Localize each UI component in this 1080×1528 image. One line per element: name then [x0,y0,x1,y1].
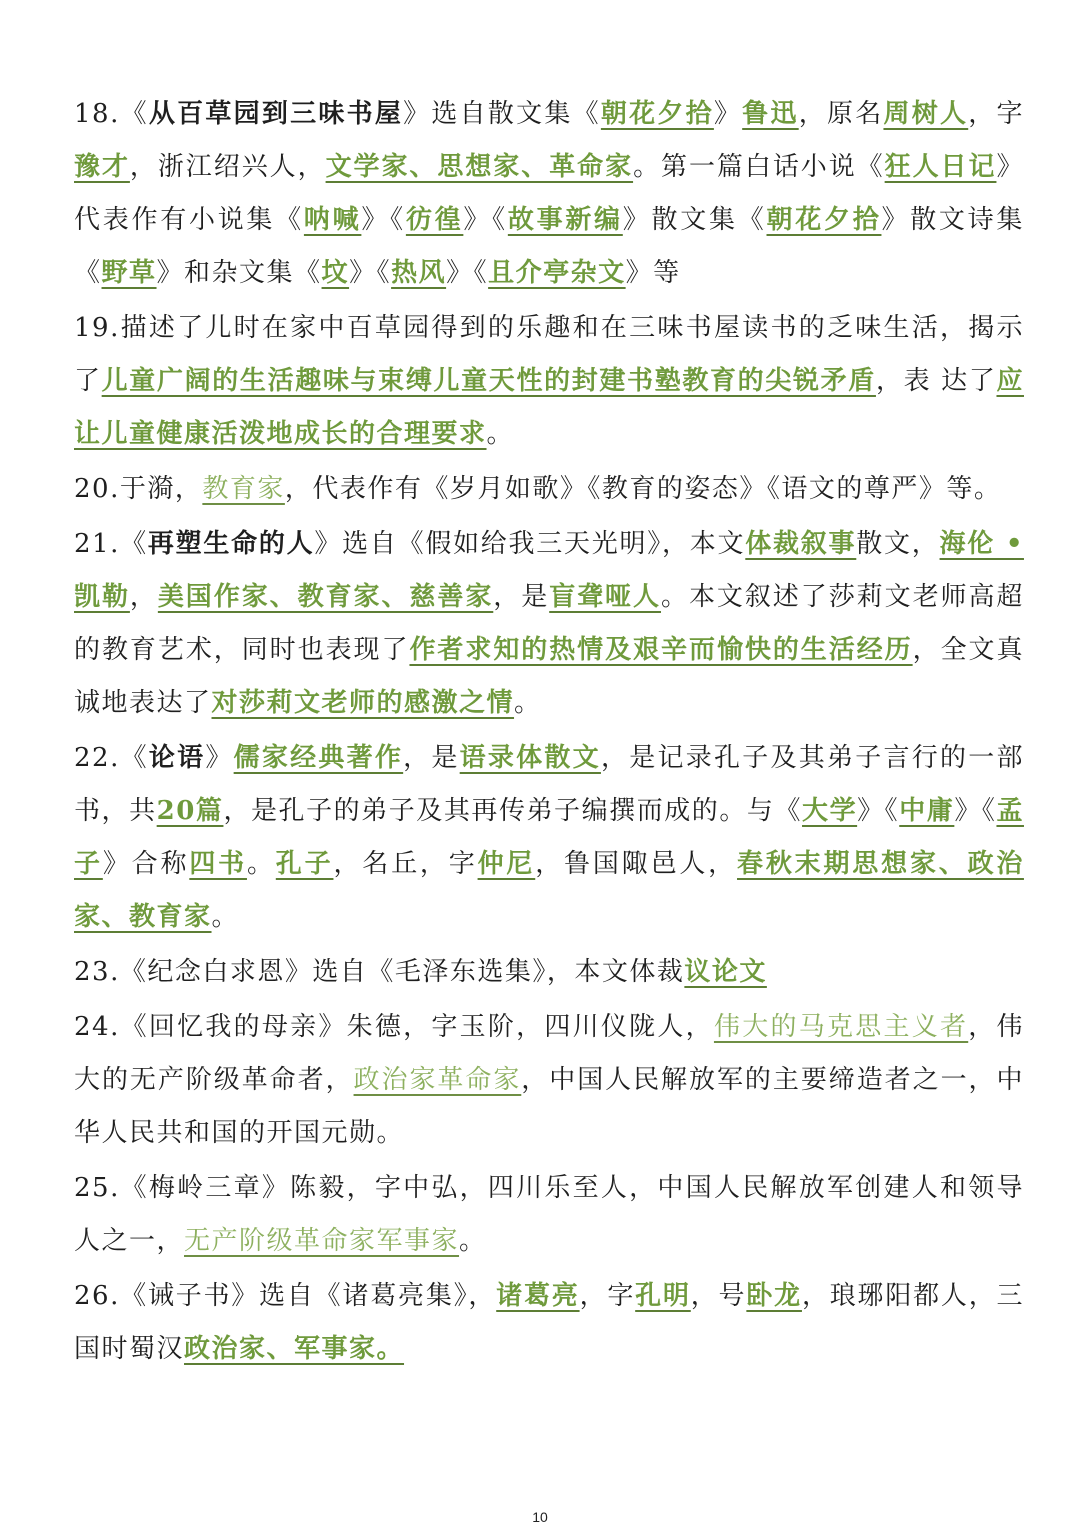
text-run: 》《 [446,258,489,288]
answer-text: 故事新编 [507,205,623,235]
answer-text: 热风 [391,258,447,288]
text-run: 》《 [361,205,406,235]
text-run: 》《 [463,205,508,235]
text-run: ，伟大的无产阶级革命者， [74,1012,1024,1095]
answer-text: 彷徨 [405,205,464,235]
answer-text: 中庸 [899,796,955,826]
answer-text: 鲁迅 [742,99,799,129]
answer-text: 春秋末期思想家、政治家、教育家 [74,849,1024,932]
text-run: 》 [713,99,743,129]
answer-text: 呐喊 [303,205,362,235]
notes-page [74,88,1024,1378]
answer-text: 体裁叙事 [745,529,857,559]
text-run: 。 [514,688,542,718]
text-run: ，中国人民解放军的主要缔造者之一，中华人民共和国的开国元勋。 [74,1065,1024,1148]
answer-text: 无产阶级革命家军事家 [184,1226,460,1256]
answer-text: 孟子 [74,796,1024,879]
text-run: 散文， [856,529,940,559]
answer-text: 仲尼 [477,849,536,879]
answer-text: 政治家、军事家。 [184,1334,405,1364]
text-run: 》合称 [102,849,190,879]
answer-text: 儒家经典著作 [233,743,404,773]
note-item [74,946,1024,999]
text-run: ，鲁国陬邑人， [535,849,738,879]
text-run: 。本文叙述了莎莉文老师高超的教育艺术，同时也表现了 [74,582,1024,665]
note-item [74,88,1024,300]
note-item [74,1270,1024,1376]
bold-title: 再塑生命的人 [147,529,315,559]
answer-text: 美国作家、教育家、慈善家 [157,582,494,612]
answer-text: 且介亭杂文 [488,258,626,288]
answer-text: 孔明 [635,1281,691,1311]
text-run: 》 [205,743,234,773]
text-run: ，是孔子的弟子及其再传弟子编撰而成的。与《 [223,796,803,826]
note-item [74,732,1024,944]
text-run: 》代表作有小说集《 [74,152,1024,235]
text-run: 》等 [625,258,681,288]
text-run: 20.于漪， [74,474,203,504]
answer-text: 作者求知的热情及艰辛而愉快的生活经历 [409,635,913,665]
answer-text: 20篇 [156,796,224,826]
text-run: 19.描述了儿时在家中百草园得到的乐趣和在三味书屋读书的乏味生活，揭示了 [74,313,1024,396]
text-run: 》选自散文集《 [403,99,601,129]
text-run: 。 [246,849,276,879]
text-run: 。 [486,419,515,449]
answer-text: 文学家、思想家、革命家 [325,152,634,182]
answer-text: 教育家 [202,474,285,504]
text-run: ，字 [968,99,1024,129]
note-item [74,518,1024,730]
answer-text: 大学 [802,796,858,826]
note-item [74,1001,1024,1160]
note-item [74,1162,1024,1268]
text-run: 。 [459,1226,487,1256]
text-run: 25.《梅岭三章》陈毅，字中弘，四川乐至人，中国人民解放军创建人和领导人之一， [74,1173,1024,1256]
answer-text: 孔子 [275,849,334,879]
text-run: ，是 [493,582,550,612]
answer-text: 海伦 • 凯勒 [74,529,1024,612]
text-run: 21.《 [74,529,148,559]
answer-text: 野草 [101,258,157,288]
text-run: ，字 [579,1281,636,1311]
text-run: 》《 [349,258,392,288]
answer-text: 政治家革命家 [353,1065,522,1095]
text-run: ，是 [403,743,460,773]
answer-text: 诸葛亮 [496,1281,580,1311]
answer-text: 四书 [189,849,247,879]
text-run: 26.《诫子书》选自《诸葛亮集》， [74,1281,497,1311]
text-run: ，是记录孔子及其弟子言行的一部书，共 [74,743,1024,826]
bold-title: 论语 [148,743,206,773]
text-run: 18.《 [74,99,149,129]
answer-text: 盲聋哑人 [549,582,661,612]
text-run: ， [129,582,158,612]
answer-text: 儿童广阔的生活趣味与束缚儿童天性的封建书塾教育的尖锐矛盾 [101,366,876,396]
text-run: ，原名 [798,99,884,129]
text-run: 》散文集《 [622,205,767,235]
answer-text: 坟 [321,258,350,288]
text-run: 。 [211,902,240,932]
text-run: ，琅琊阳都人，三国时蜀汉 [74,1281,1024,1364]
text-run: 24.《回忆我的母亲》朱德，字玉阶，四川仪陇人， [74,1012,714,1042]
answer-text: 卧龙 [746,1281,802,1311]
text-run: 22.《 [74,743,149,773]
text-run: ，名丘，字 [333,849,478,879]
text-run: 》和杂文集《 [156,258,322,288]
answer-text: 朝花夕拾 [766,205,882,235]
text-run: 。第一篇白话小说《 [633,152,885,182]
answer-text: 伟大的马克思主义者 [713,1012,969,1042]
note-item [74,463,1024,516]
answer-text: 豫才 [74,152,130,182]
note-item [74,302,1024,461]
text-run: 》《 [954,796,997,826]
text-run: ，浙江绍兴人， [129,152,326,182]
answer-text: 狂人日记 [884,152,997,182]
answer-text: 应让儿童健康活泼地成长的合理要求 [74,366,1024,449]
text-run: ，代表作有《岁月如歌》《教育的姿态》《语文的尊严》等。 [284,474,1002,504]
text-run: ，表 达了 [875,366,997,396]
page-number: 10 [532,1509,548,1525]
answer-text: 对莎莉文老师的感激之情 [211,688,515,718]
text-run: 》选自《假如给我三天光明》，本文 [314,529,746,559]
bold-title: 从百草园到三味书屋 [148,99,404,129]
text-run: ，号 [690,1281,747,1311]
text-run: 23.《纪念白求恩》选自《毛泽东选集》，本文体裁 [74,957,685,987]
text-run: 》散文诗集《 [74,205,1024,288]
text-run: 》《 [857,796,900,826]
answer-text: 周树人 [883,99,969,129]
answer-text: 议论文 [684,957,767,987]
answer-text: 朝花夕拾 [600,99,714,129]
answer-text: 语录体散文 [459,743,601,773]
text-run: ，全文真诚地表达了 [74,635,1024,718]
